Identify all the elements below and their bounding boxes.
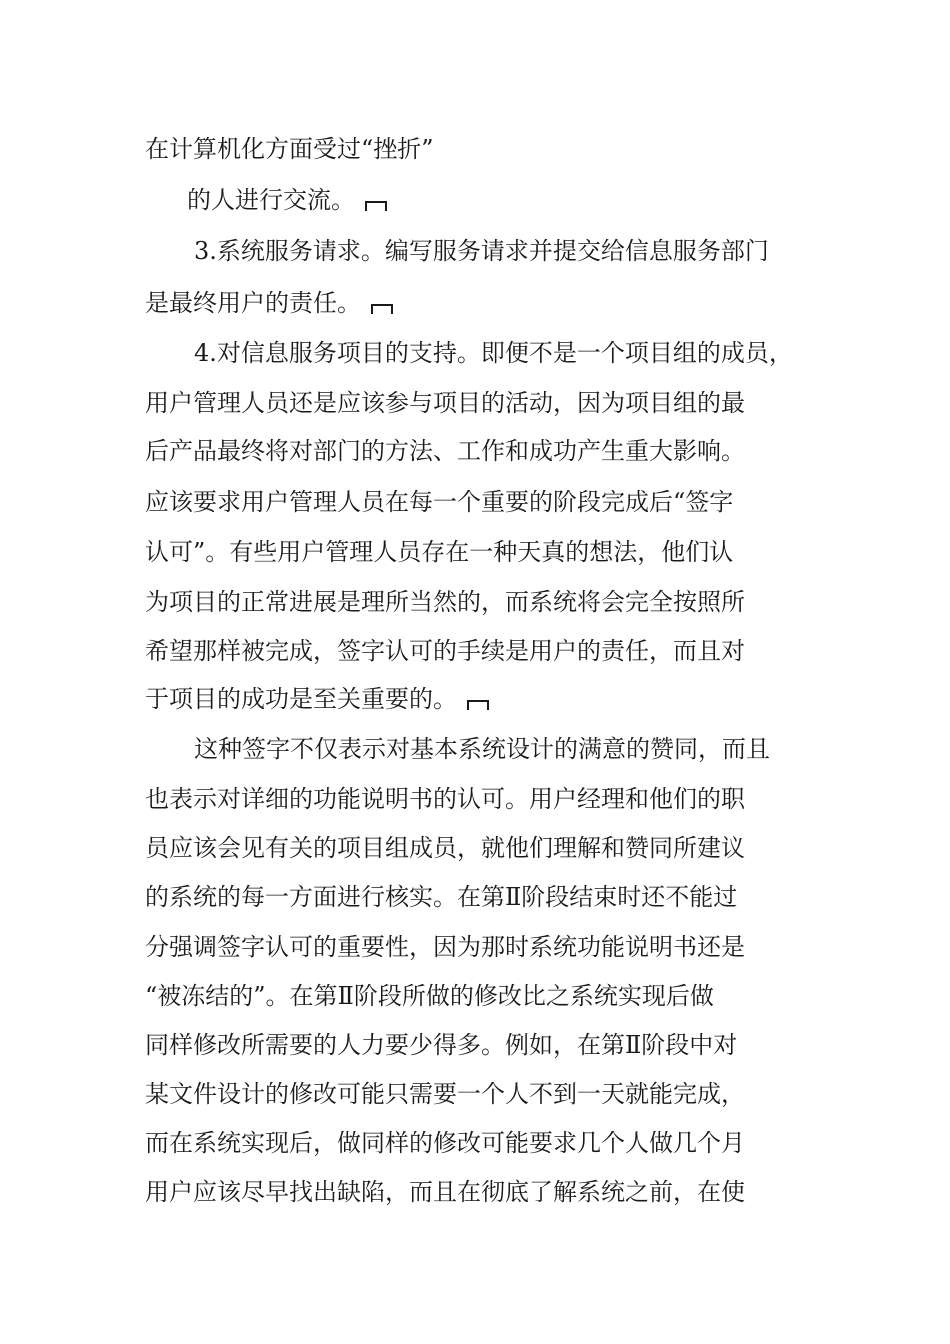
text-line: 3.系统服务请求。编写服务请求并提交给信息服务部门 bbox=[194, 237, 769, 265]
text-line: 某文件设计的修改可能只需要一个人不到一天就能完成， bbox=[145, 1080, 745, 1108]
text-line: “被冻结的”。在第Ⅱ阶段所做的修改比之系统实现后做 bbox=[145, 982, 714, 1010]
text-line: 的系统的每一方面进行核实。在第Ⅱ阶段结束时还不能过 bbox=[145, 883, 738, 911]
text-line: 员应该会见有关的项目组成员，就他们理解和赞同所建议 bbox=[145, 834, 745, 862]
text-line: 而在系统实现后，做同样的修改可能要求几个人做几个月 bbox=[145, 1129, 745, 1157]
text-line: 分强调签字认可的重要性，因为那时系统功能说明书还是 bbox=[145, 933, 745, 961]
text-line: 用户管理人员还是应该参与项目的活动，因为项目组的最 bbox=[145, 389, 745, 417]
text-line: 这种签字不仅表示对基本系统设计的满意的赞同，而且 bbox=[194, 735, 770, 763]
paragraph-mark-icon bbox=[365, 198, 387, 212]
text-line: 同样修改所需要的人力要少得多。例如，在第Ⅱ阶段中对 bbox=[145, 1031, 738, 1059]
text-line: 在计算机化方面受过“挫折” bbox=[145, 135, 434, 163]
text-line: 是最终用户的责任。 bbox=[145, 288, 393, 318]
text-line: 应该要求用户管理人员在每一个重要的阶段完成后“签字 bbox=[145, 488, 734, 516]
text-line: 认可”。有些用户管理人员存在一种天真的想法，他们认 bbox=[145, 538, 734, 566]
paragraph-mark-icon bbox=[371, 301, 393, 315]
text-line: 也表示对详细的功能说明书的认可。用户经理和他们的职 bbox=[145, 785, 745, 813]
text-line: 用户应该尽早找出缺陷，而且在彻底了解系统之前，在使 bbox=[145, 1178, 745, 1206]
text-line: 4.对信息服务项目的支持。即便不是一个项目组的成员， bbox=[194, 339, 793, 367]
paragraph-mark-icon bbox=[467, 697, 489, 711]
text-line: 希望那样被完成，签字认可的手续是用户的责任，而且对 bbox=[145, 637, 745, 665]
text-line: 为项目的正常进展是理所当然的，而系统将会完全按照所 bbox=[145, 588, 745, 616]
text-line: 后产品最终将对部门的方法、工作和成功产生重大影响。 bbox=[145, 437, 745, 465]
text-line: 于项目的成功是至关重要的。 bbox=[145, 684, 489, 714]
text-line: 的人进行交流。 bbox=[187, 185, 387, 215]
